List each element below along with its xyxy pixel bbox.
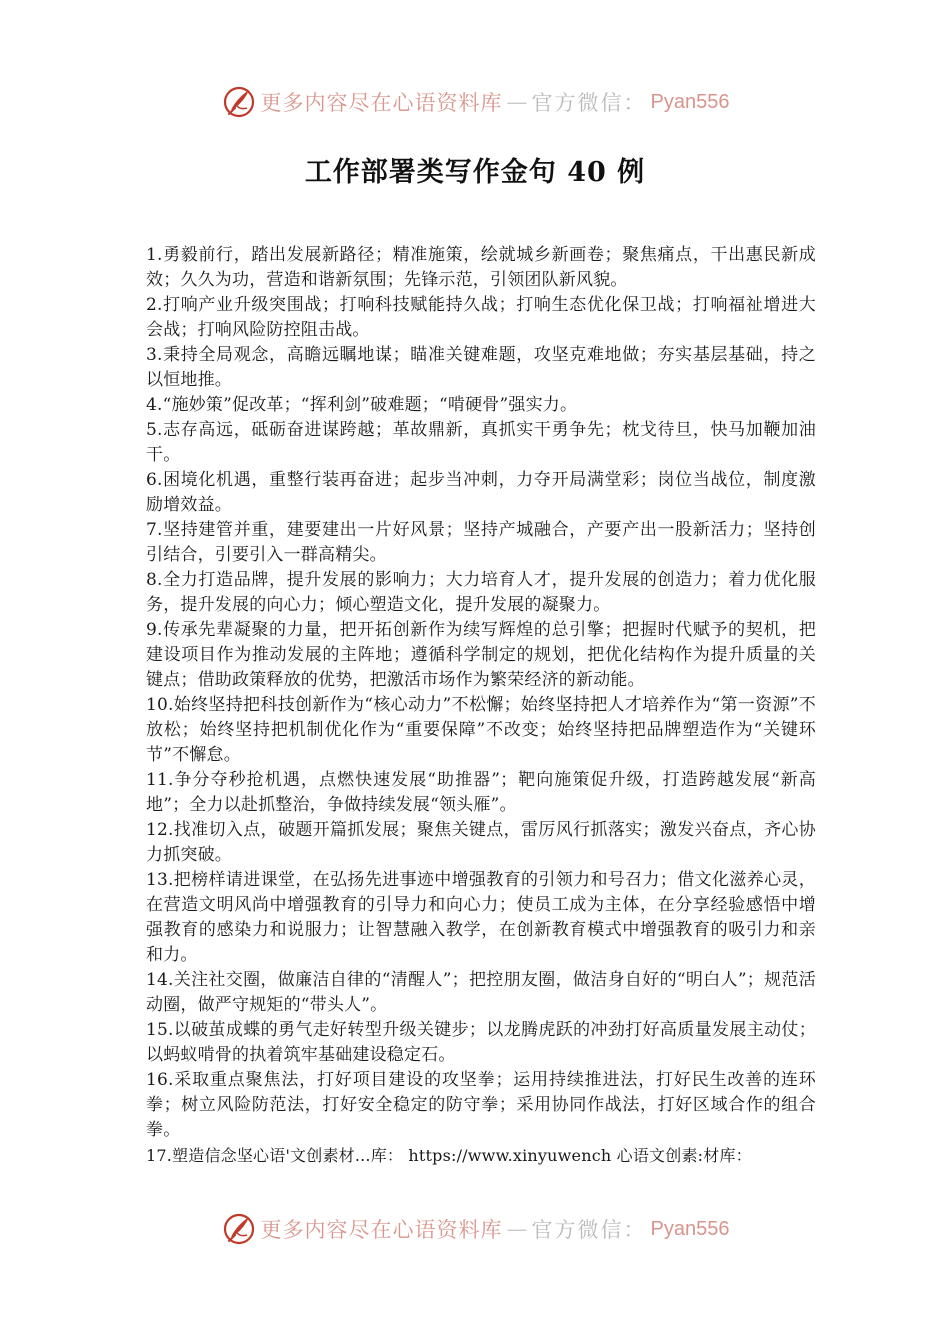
list-item: 7.坚持建管并重，建要建出一片好风景；坚持产城融合，产要产出一股新活力；坚持创引结合，引要引入一群高精尖。 [146, 520, 816, 565]
header-watermark-banner [0, 80, 950, 124]
document-title: 工作部署类写作金句 40 例 [304, 157, 646, 188]
quill-pen-logo-icon [221, 1211, 257, 1247]
document-body [146, 243, 816, 1168]
list-item: 13.把榜样请进课堂，在弘扬先进事迹中增强教育的引领力和号召力；借文化滋养心灵，在营造文明风尚中增强教育的引导力和向心力；使员工成为主体，在分享经验感悟中增强教育的感染力和说服力；让智慧融入教学，在创新教育模式中增强教育的吸引力和亲和力。 [146, 870, 816, 965]
banner-wechat-label: 官方微信： [531, 91, 647, 115]
list-item: 1.勇毅前行，踏出发展新路径；精准施策，绘就城乡新画卷；聚焦痛点，干出惠民新成效；久久为功，营造和谐新氛围；先锋示范，引领团队新风貌。 [146, 245, 816, 290]
list-item: 9.传承先辈凝聚的力量，把开拓创新作为续写辉煌的总引擎；把握时代赋予的契机，把建设项目作为推动发展的主阵地；遵循科学制定的规划，把优化结构作为提升质量的关键点；借助政策释放的优势，把激活市场作为繁荣经济的新动能。 [146, 620, 816, 690]
list-item-truncated: 17.塑造信念坚心语'文创素材...库： https://www.xinyuwench 心语文创素:材库： [146, 1146, 752, 1165]
list-item: 8.全力打造品牌，提升发展的影响力；大力培育人才，提升发展的创造力；着力优化服务，提升发展的向心力；倾心塑造文化，提升发展的凝聚力。 [146, 570, 816, 615]
banner-text: 更多内容尽在心语资料库 [260, 1218, 503, 1242]
list-item: 5.志存高远，砥砺奋进谋跨越；革故鼎新，真抓实干勇争先；枕戈待旦，快马加鞭加油干。 [146, 420, 816, 465]
list-item: 2.打响产业升级突围战；打响科技赋能持久战；打响生态优化保卫战；打响福祉增进大会战；打响风险防控阻击战。 [146, 295, 816, 340]
list-item: 4.“施妙策”促改革；“挥利剑”破难题；“啃硬骨”强实力。 [146, 395, 578, 415]
quill-pen-logo-icon [221, 84, 257, 120]
list-item: 14.关注社交圈，做廉洁自律的“清醒人”；把控朋友圈，做洁身自好的“明白人”；规范活动圈，做严守规矩的“带头人”。 [146, 970, 816, 1015]
banner-separator: — [506, 1217, 528, 1241]
list-item: 10.始终坚持把科技创新作为“核心动力”不松懈；始终坚持把人才培养作为“第一资源”不放松；始终坚持把机制优化作为“重要保障”不改变；始终坚持把品牌塑造作为“关键环节”不懈怠。 [146, 695, 816, 765]
banner-wechat-label: 官方微信： [531, 1218, 647, 1242]
footer-watermark-banner [0, 1207, 950, 1251]
banner-wechat-id: Pyan556 [650, 90, 730, 113]
list-item: 3.秉持全局观念，高瞻远瞩地谋；瞄准关键难题，攻坚克难地做；夯实基层基础，持之以恒地推。 [146, 345, 816, 390]
list-item: 6.困境化机遇，重整行装再奋进；起步当冲刺，力夺开局满堂彩；岗位当战位，制度激励增效益。 [146, 470, 816, 515]
banner-separator: — [506, 90, 528, 114]
banner-text: 更多内容尽在心语资料库 [260, 91, 503, 115]
list-item: 11.争分夺秒抢机遇，点燃快速发展“助推器”；靶向施策促升级，打造跨越发展“新高地”；全力以赴抓整治，争做持续发展“领头雁”。 [146, 770, 816, 815]
banner-wechat-id: Pyan556 [650, 1217, 730, 1240]
list-item: 12.找准切入点，破题开篇抓发展；聚焦关键点，雷厉风行抓落实；激发兴奋点，齐心协力抓突破。 [146, 820, 816, 865]
list-item: 15.以破茧成蝶的勇气走好转型升级关键步；以龙腾虎跃的冲劲打好高质量发展主动仗；以蚂蚁啃骨的执着筑牢基础建设稳定石。 [146, 1020, 816, 1065]
list-item: 16.采取重点聚焦法，打好项目建设的攻坚拳；运用持续推进法，打好民生改善的连环拳；树立风险防范法，打好安全稳定的防守拳；采用协同作战法，打好区域合作的组合拳。 [146, 1070, 816, 1140]
